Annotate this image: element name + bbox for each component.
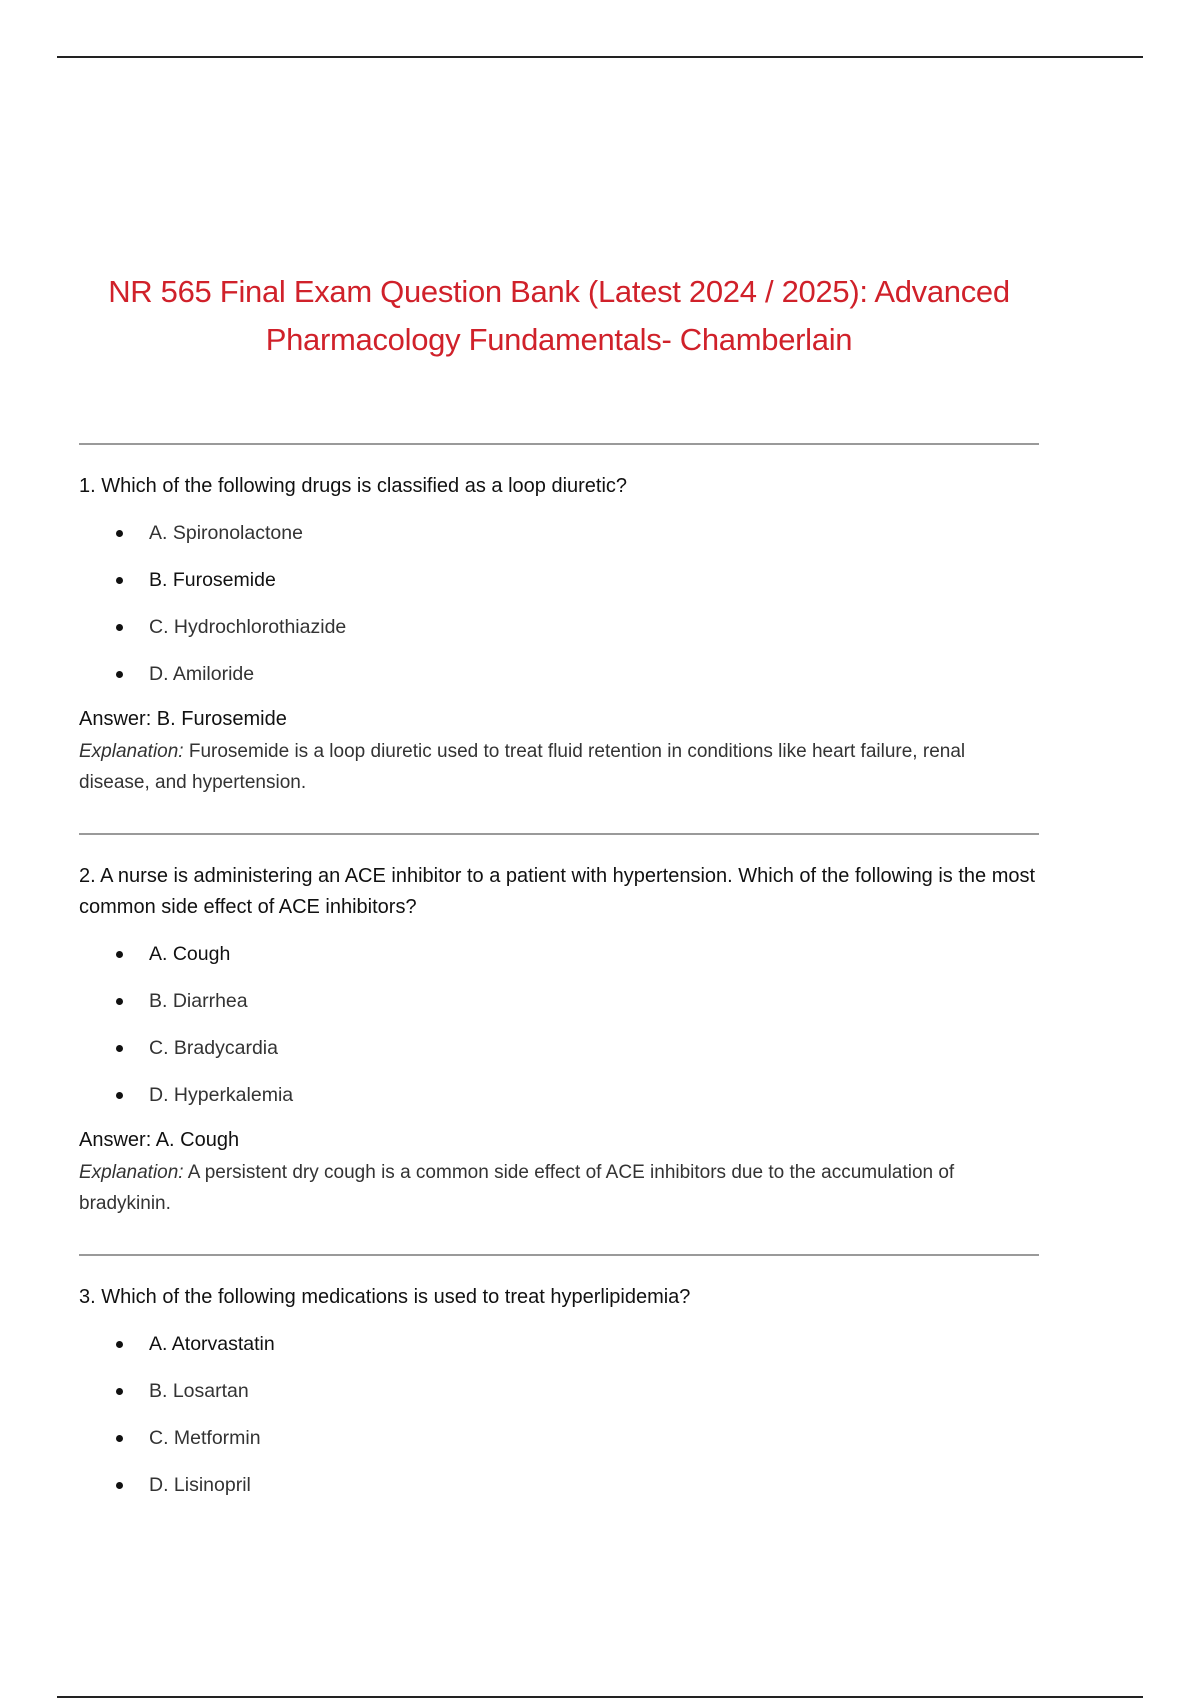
option-list (79, 1321, 1039, 1509)
bullet-icon (116, 951, 123, 958)
question-separator (79, 1254, 1039, 1256)
option-list (79, 931, 1039, 1119)
explanation (79, 1157, 1039, 1219)
bullet-icon (116, 577, 123, 584)
bullet-icon (116, 1341, 123, 1348)
bullet-icon (116, 530, 123, 537)
answer-line: Answer: A. Cough (79, 1129, 240, 1151)
bullet-icon (116, 1092, 123, 1099)
question-separator (79, 443, 1039, 445)
question-block-3 (79, 1254, 1039, 1509)
bullet-icon (116, 998, 123, 1005)
option-item: B. Losartan (79, 1368, 1039, 1415)
question-block-2 (79, 833, 1039, 1219)
option-item: D. Amiloride (79, 651, 1039, 698)
question-text: 3. Which of the following medications is used to treat hyperlipidemia? (79, 1286, 691, 1308)
option-item: D. Lisinopril (79, 1462, 1039, 1509)
explanation-text: A persistent dry cough is a common side effect of ACE inhibitors due to the accumulation of bradykinin. (79, 1162, 955, 1214)
option-item: A. Atorvastatin (79, 1321, 1039, 1368)
option-item: B. Furosemide (79, 557, 1039, 604)
page-header-rule (57, 56, 1143, 58)
option-item: B. Diarrhea (79, 978, 1039, 1025)
bullet-icon (116, 671, 123, 678)
explanation-text: Furosemide is a loop diuretic used to treat fluid retention in conditions like heart failure, renal disease, and hypertension. (79, 741, 966, 793)
explanation-label: Explanation: (79, 1162, 184, 1183)
question-block-1 (79, 443, 1039, 798)
option-item: C. Metformin (79, 1415, 1039, 1462)
question-separator (79, 833, 1039, 835)
option-item: A. Spironolactone (79, 510, 1039, 557)
bullet-icon (116, 1482, 123, 1489)
explanation-label: Explanation: (79, 741, 184, 762)
document-title: NR 565 Final Exam Question Bank (Latest 2024 / 2025): Advanced Pharmacology Fundamentals- Chamberlain (108, 274, 1010, 357)
option-item: D. Hyperkalemia (79, 1072, 1039, 1119)
option-list (79, 510, 1039, 698)
explanation (79, 736, 1039, 798)
bullet-icon (116, 1435, 123, 1442)
option-item: C. Hydrochlorothiazide (79, 604, 1039, 651)
option-item: C. Bradycardia (79, 1025, 1039, 1072)
bullet-icon (116, 1045, 123, 1052)
bullet-icon (116, 1388, 123, 1395)
question-text: 2. A nurse is administering an ACE inhibitor to a patient with hypertension. Which of the following is the most common side effect of ACE inhibitors? (79, 865, 1036, 918)
question-text: 1. Which of the following drugs is classified as a loop diuretic? (79, 475, 628, 497)
option-item: A. Cough (79, 931, 1039, 978)
answer-line: Answer: B. Furosemide (79, 708, 287, 730)
bullet-icon (116, 624, 123, 631)
page-footer-rule (57, 1696, 1143, 1698)
